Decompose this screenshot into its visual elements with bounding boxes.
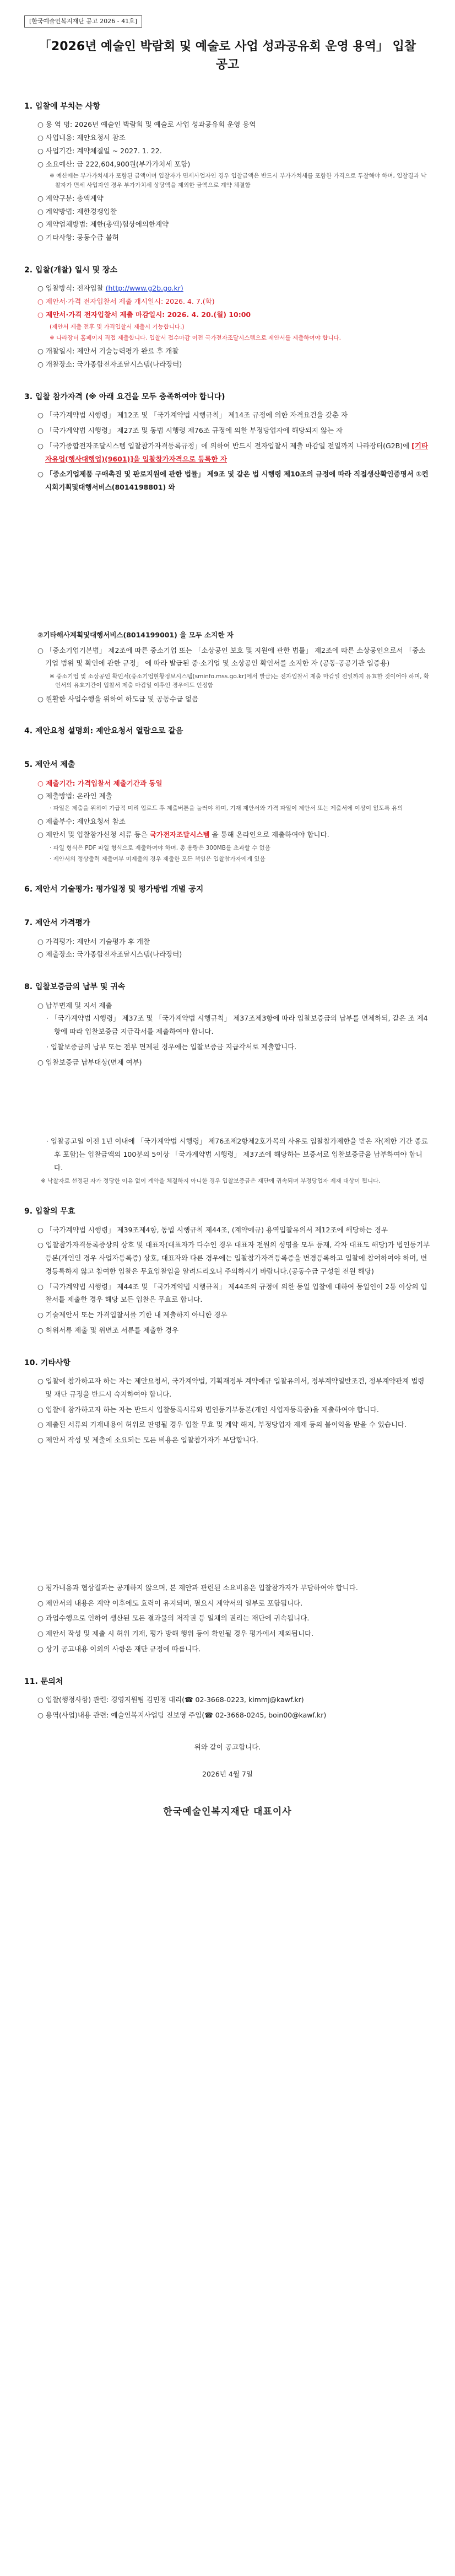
qualification-5-note: ※ 중소기업 및 소상공인 확인서(중소기업현황정보시스템(sminfo.mss.go.kr)에서 발급)는 전자입찰서 제출 마감일 전일까지 유효한 것이어야 하며, 확인서의 유효기간이 입찰서 제출 마감일 이후인 경우에도 인정함: [50, 673, 430, 689]
section-contacts: [24, 1675, 431, 1722]
contract-method: ○ 계약방법: 제한경쟁입찰: [37, 207, 117, 216]
submission-channel-system: 국가전자조달시스템: [149, 830, 210, 839]
submission-channel: [32, 828, 431, 841]
qualification-4-continued: ②기타해사계획및대행서비스(8014199001) 을 모두 소지한 자: [37, 630, 234, 639]
qualification-2: ○ 「국가계약법 시행령」 제27조 및 동법 시행령 제76조 규정에 의한 부정당업자에 해당되지 않는 자: [37, 426, 343, 435]
output-note: · 제안서의 정상출력 제출여부 미제출의 경우 제출한 모든 책임은 입찰참가자에게 있음: [50, 856, 266, 863]
qualification-3-text: ○ 「국가종합전자조달시스템 입찰참가자격등록규정」에 의하여 반드시 전자입찰서 제출 마감일 전일까지 나라장터(G2B)에: [37, 441, 410, 450]
service-period: ○ 사업기간: 계약체결일 ~ 2027. 1. 22.: [37, 146, 162, 155]
submission-channel-tail: 을 통해 온라인으로 제출하여야 합니다.: [212, 830, 329, 839]
invalid-5: ○ 허위서류 제출 및 위변조 서류를 제출한 경우: [37, 1325, 179, 1334]
g2b-link[interactable]: (http://www.g2b.go.kr): [105, 284, 183, 293]
section-proposal-submission: [24, 758, 431, 863]
section-heading: 9. 입찰의 무효: [24, 1206, 75, 1216]
section-heading: 11. 문의처: [24, 1677, 63, 1686]
invalid-4: ○ 기술제안서 또는 가격입찰서를 기한 내 제출하지 아니한 경우: [37, 1311, 228, 1319]
other-7: ○ 과업수행으로 인하여 생산된 모든 결과물의 저작권 등 일체의 권리는 재단에 귀속됩니다.: [37, 1614, 310, 1623]
bid-method: ○ 입찰방식: 전자입찰: [37, 284, 104, 293]
qualification-3: [32, 439, 431, 466]
section-heading: 7. 제안서 가격평가: [24, 918, 90, 927]
qualification-4: ○ 「중소기업제품 구매촉진 및 판로지원에 관한 법률」 제9조 및 같은 법 시행령 제10조의 규정에 따라 직접생산확인증명서 ①컨시회기획및대행서비스(8014198801) 와: [37, 470, 429, 492]
submission-channel-text: ○ 제안서 및 입찰참가신청 서류 등은: [37, 830, 148, 839]
opening-date: ○ 개찰일시: 제안서 기술능력평가 완료 후 개찰: [37, 347, 179, 356]
opening-place: ○ 개찰장소: 국가종합전자조달시스템(나라장터): [37, 360, 182, 368]
page-title: 「2026년 예술인 박람회 및 예술로 사업 성과공유회 운영 용역」 입찰 공고: [39, 39, 416, 72]
closing-statement: 위와 같이 공고합니다.: [194, 1742, 261, 1751]
bond-pledge: · 입찰보증금의 납부 또는 전부 면제된 경우에는 입찰보증금 지급각서로 제출합니다.: [46, 1042, 297, 1051]
submission-period: ○ 제출기간: 가격입찰서 제출기간과 동일: [37, 779, 162, 787]
service-name: ○ 용 역 명: 2026년 예술인 박람회 및 예술로 사업 성과공유회 운영 용역: [37, 120, 256, 129]
other-9: ○ 상기 공고내용 이외의 사항은 재단 규정에 따릅니다.: [37, 1644, 201, 1653]
other-2: ○ 입찰에 참가하고자 하는 자는 반드시 입찰등록서류와 법인등기부등본(개인 사업자등록증)을 제출하여야 합니다.: [37, 1405, 379, 1414]
qualification-6: ○ 원활한 사업수행을 위하여 하도급 및 공동수급 없음: [37, 694, 199, 703]
section-price-evaluation: [24, 916, 431, 961]
invalid-1: ○ 「국가계약법 시행령」 제39조제4항, 동법 시행규칙 제44조, (계약예규) 용역입찰유의서 제12조에 해당하는 경우: [37, 1225, 388, 1234]
joint-supply: ○ 기타사항: 공동수급 불허: [37, 233, 119, 242]
deadline-note: (제안서 제출 전후 및 가격입찰서 제출시 기능합니다.): [50, 323, 185, 330]
section-heading: 3. 입찰 참가자격 (※ 아래 요건을 모두 충족하여야 합니다): [24, 392, 225, 401]
submission-method-note: · 파일은 제출을 위하여 가급적 미리 업로드 후 제출버튼을 눌러야 하며, 기재 제안서와 가격 파일이 제안서 또는 제출서에 이상이 없도록 유의: [50, 805, 403, 812]
notice-date: 2026년 4월 7일: [202, 1770, 253, 1779]
issuer-signature: 한국예술인복지재단 대표이사: [163, 1806, 292, 1818]
award-method: ○ 계약업체방법: 제한(총액)협상에의한계약: [37, 220, 169, 229]
qualification-5: ○ 「중소기업기본법」 제2조에 따른 중소기업 또는 「소상공인 보호 및 지원에 관한 법률」 제2조에 따른 소상공인으로서 「중소기업 범위 및 확인에 관한 규정」 에 따라 발급된 중·소기업 및 소상공인 확인서를 소지한 자 (공동·공공기관 입증용): [37, 646, 426, 668]
bond-target: ○ 입찰보증금 납부대상(면제 여부): [37, 1058, 142, 1066]
other-1: ○ 입찰에 참가하고자 하는 자는 제안요청서, 국가계약법, 기획재정부 계약예규 입찰유의서, 정부계약일반조건, 정부계약관계 법령 및 재단 규정을 반드시 숙지하여야 합니다.: [37, 1377, 425, 1398]
doc-number: [한국예술인복지재단 공고 2026 - 41호]: [24, 15, 142, 28]
section-invalid-bids: [24, 1204, 431, 1337]
blank-space: [24, 1449, 431, 1581]
contract-type: ○ 계약구분: 총액계약: [37, 194, 104, 202]
section-heading: 8. 입찰보증금의 납부 및 귀속: [24, 983, 126, 992]
section-heading: 1. 입찰에 부치는 사항: [24, 101, 100, 111]
blank-space: [24, 496, 431, 629]
section-briefing: [24, 724, 431, 739]
price-evaluation: ○ 가격평가: 제안서 기술평가 후 개찰: [37, 937, 150, 946]
qualification-1: ○ 「국가계약법 시행령」 제12조 및 「국가계약법 시행규칙」 제14조 규정에 의한 자격요건을 갖춘 자: [37, 411, 348, 420]
bond-forfeit-note: ※ 낙찰자로 선정된 자가 정당한 이유 없이 계약을 체결하지 아니한 경우 입찰보증금은 재단에 귀속되며 부정당업자 제재 대상이 됩니다.: [41, 1177, 381, 1184]
bid-site: [24, 282, 431, 295]
budget-note: ※ 예산에는 부가가치세가 포함된 금액이며 입찰자가 면세사업자인 경우 입찰금액은 반드시 부가가치세를 포함한 가격으로 투찰해야 하며, 입찰결과 낙찰자가 면세 사업자인 경우 부가가치세 상당액을 제외한 금액으로 계약 체결함: [50, 173, 427, 189]
other-5: ○ 평가내용과 협상결과는 공개하지 않으며, 본 제안과 관련된 소요비용은 입찰참가자가 부담하여야 합니다.: [37, 1583, 358, 1592]
submission-copies: ○ 제출부수: 제안요청서 참조: [37, 817, 126, 826]
submission-deadline: ○ 제안서·가격 전자입찰서 제출 마감일시: 2026. 4. 20.(월) 10:00: [37, 310, 251, 319]
qualification-3-highlight: [기타자유업(행사대행업)(9601)]을 입찰참가자격으로 등록한 자: [45, 441, 429, 463]
closing-block: [24, 1741, 431, 1821]
section-other: [24, 1356, 431, 1656]
section-heading: 5. 제안서 제출: [24, 760, 75, 769]
file-format-note: · 파일 형식은 PDF 파일 형식으로 제출하여야 하며, 총 용량은 300MB를 초과할 수 없음: [50, 844, 270, 851]
service-scope: ○ 사업내용: 제안요청서 참조: [37, 133, 126, 142]
section-heading: 2. 입찰(개찰) 일시 및 장소: [24, 265, 118, 275]
section-heading: 6. 제안서 기술평가: 평가일정 및 평가방법 개별 공지: [24, 885, 204, 894]
section-schedule: [24, 263, 431, 371]
section-heading: 4. 제안요청 설명회: 제안요청서 열람으로 갈음: [24, 727, 183, 736]
invalid-2: ○ 입찰참가자격등록증상의 상호 및 대표자(대표자가 다수인 경우 대표자 전원의 성명을 모두 등재, 각자 대표도 해당)가 법인등기부등본(개인인 경우 사업자등록증) 상호, 대표자와 다른 경우에는 입찰참가자격등록증을 변경등록하고 입찰에 참여하여야 하며, 변경등록하지 않고 참여한 입찰은 무효입찰임을 알려드리오니 주의하시기 바랍니다.(공동수급 구성원 전원 해당): [37, 1241, 430, 1275]
bond-restricted-bidders: · 입찰공고일 이전 1년 이내에 「국가계약법 시행령」 제76조제2항제2호가목의 사유로 입찰참가제한을 받은 자(제한 기간 종료 후 포함)는 입찰금액의 100분의 5이상 「국가계약법 시행령」 제37조에 해당하는 보증서로 입찰보증금을 납부하여야 합니다.: [46, 1137, 428, 1172]
other-6: ○ 제안서의 내용은 계약 이후에도 효력이 유지되며, 필요시 계약서의 일부로 포함됩니다.: [37, 1598, 303, 1607]
bond-exemption: ○ 납부면제 및 지서 제출: [37, 1001, 112, 1010]
deadline-note-2: ※ 나라장터 홈페이지 직접 제출합니다. 입찰서 접수마감 이전 국가전자조달시스템으로 제안서를 제출하여야 합니다.: [50, 334, 341, 341]
service-budget: ○ 소요예산: 금 222,604,900원(부가가치세 포함): [37, 159, 191, 168]
section-bid-items: [24, 99, 431, 244]
other-4: ○ 제안서 작성 및 제출에 소요되는 모든 비용은 입찰참가자가 부담합니다.: [37, 1436, 258, 1445]
section-technical-evaluation: [24, 882, 431, 897]
section-qualifications: [24, 390, 431, 706]
other-8: ○ 제안서 작성 및 제출 시 허위 기재, 평가 방해 행위 등이 확인될 경우 평가에서 제외됩니다.: [37, 1629, 314, 1638]
section-bid-bond: [24, 980, 431, 1185]
submission-start: ○ 제안서·가격 전자입찰서 제출 개시일시: 2026. 4. 7.(화): [37, 297, 215, 306]
submission-method: ○ 제출방법: 온라인 제출: [37, 792, 112, 801]
section-heading: 10. 기타사항: [24, 1358, 71, 1367]
blank-space: [24, 1069, 431, 1135]
contact-program: ○ 용역(사업)내용 관련: 예술인복지사업팀 진보영 주임(☎ 02-3668-0245, boin00@kawf.kr): [37, 1710, 327, 1719]
price-submission-place: ○ 제출장소: 국가종합전자조달시스템(나라장터): [37, 950, 182, 959]
invalid-3: ○ 「국가계약법 시행령」 제44조 및 「국가계약법 시행규칙」 제44조의 규정에 의한 동일 입찰에 대하여 동일인이 2통 이상의 입찰서를 제출한 경우 해당 모든 입찰은 무효로 합니다.: [37, 1282, 427, 1304]
bond-exemption-detail: · 「국가계약법 시행령」 제37조 및 「국가계약법 시행규칙」 제37조제3항에 따라 입찰보증금의 납부를 면제하되, 같은 조 제4항에 따라 입찰보증금 지급각서를 제출하여야 합니다.: [46, 1014, 428, 1036]
other-3: ○ 제출된 서류의 기재내용이 허위로 판명될 경우 입찰 무효 및 계약 해지, 부정당업자 제재 등의 불이익을 받을 수 있습니다.: [37, 1420, 407, 1429]
contact-admin: ○ 입찰(행정사항) 관련: 경영지원팀 김민정 대리(☎ 02-3668-0223, kimmj@kawf.kr): [37, 1695, 304, 1704]
